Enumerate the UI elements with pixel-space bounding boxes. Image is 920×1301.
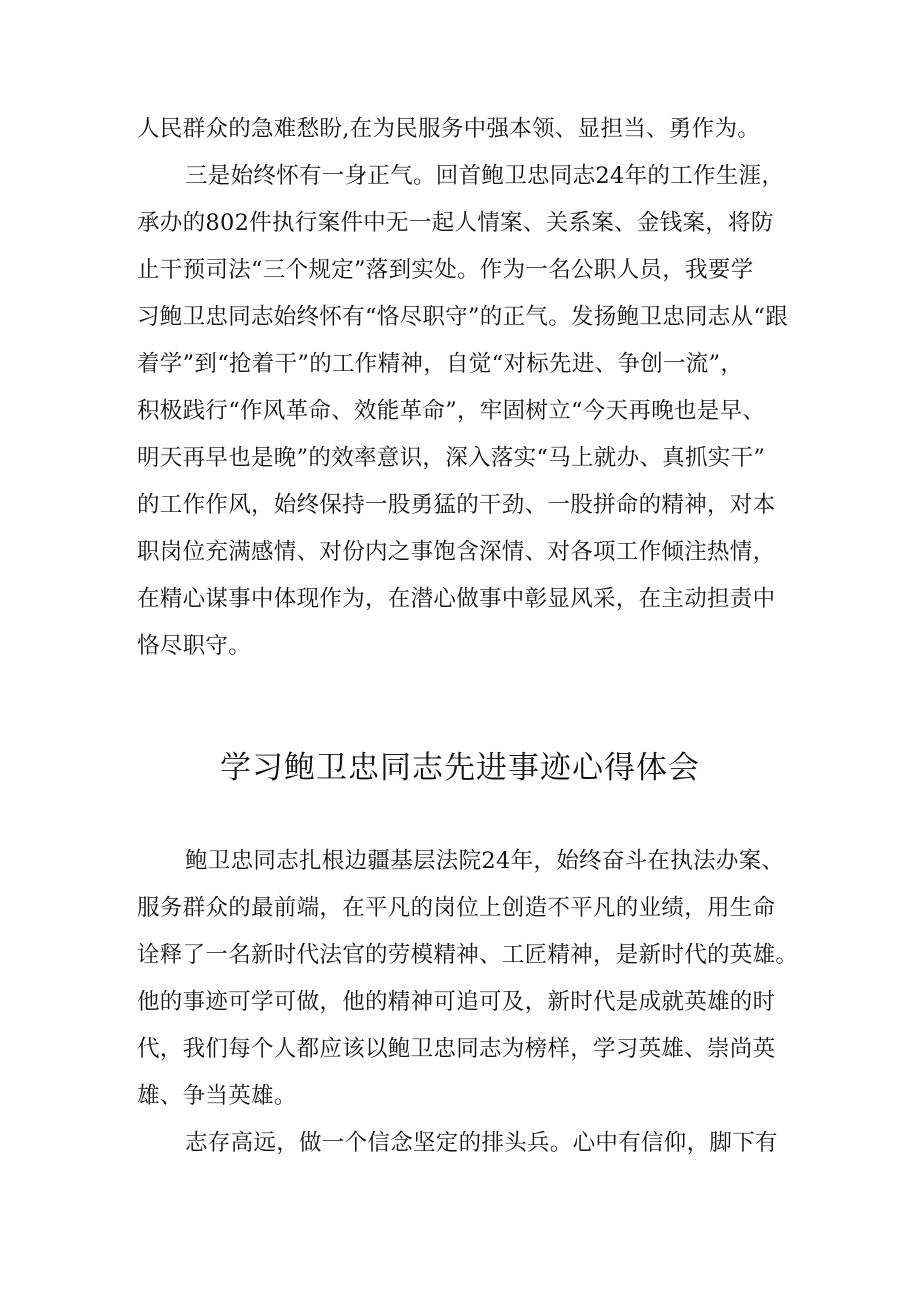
text-line: 的工作作风，始终保持一股勇猛的干劲、一股拼命的精神，对本 xyxy=(137,492,776,518)
section-two xyxy=(137,838,807,1167)
text-line: 鲍卫忠同志扎根边疆基层法院24年，始终奋斗在执法办案、 xyxy=(185,848,785,874)
text-line: 雄、争当英雄。 xyxy=(137,1083,297,1109)
text-line: 代，我们每个人都应该以鲍卫忠同志为榜样，学习英雄、崇尚英 xyxy=(137,1036,776,1062)
text-line: 诠释了一名新时代法官的劳模精神、工匠精神，是新时代的英雄。 xyxy=(137,942,799,968)
text-line: 职岗位充满感情、对份内之事饱含深情、对各项工作倾注热情， xyxy=(137,539,776,565)
text-line: 志存高远，做一个信念坚定的排头兵。心中有信仰，脚下有 xyxy=(185,1130,778,1156)
text-line: 恪尽职守。 xyxy=(137,633,252,659)
text-line: 服务群众的最前端，在平凡的岗位上创造不平凡的业绩，用生命 xyxy=(137,895,776,921)
section-one xyxy=(137,106,807,670)
text-line: 承办的802件执行案件中无一起人情案、关系案、金钱案，将防 xyxy=(137,210,774,236)
text-line: 他的事迹可学可做，他的精神可追可及，新时代是成就英雄的时 xyxy=(137,989,776,1015)
text-line: 着学”到“抢着干”的工作精神，自觉“对标先进、争创一流”， xyxy=(137,351,744,377)
text-line: 积极践行“作风革命、效能革命”，牢固树立“今天再晚也是早、 xyxy=(137,398,766,424)
text-line: 人民群众的急难愁盼,在为民服务中强本领、显担当、勇作为。 xyxy=(137,116,761,142)
text-line: 在精心谋事中体现作为，在潜心做事中彰显风采，在主动担责中 xyxy=(137,586,776,612)
text-line: 止干预司法“三个规定”落到实处。作为一名公职人员，我要学 xyxy=(137,257,754,283)
text-line: 习鲍卫忠同志始终怀有“恪尽职守”的正气。发扬鲍卫忠同志从“跟 xyxy=(137,304,789,330)
text-line: 明天再早也是晚”的效率意识，深入落实“马上就办、真抓实干” xyxy=(137,445,766,471)
document-title: 学习鲍卫忠同志先进事迹心得体会 xyxy=(220,750,700,786)
text-line: 三是始终怀有一身正气。回首鲍卫忠同志24年的工作生涯， xyxy=(185,163,785,189)
